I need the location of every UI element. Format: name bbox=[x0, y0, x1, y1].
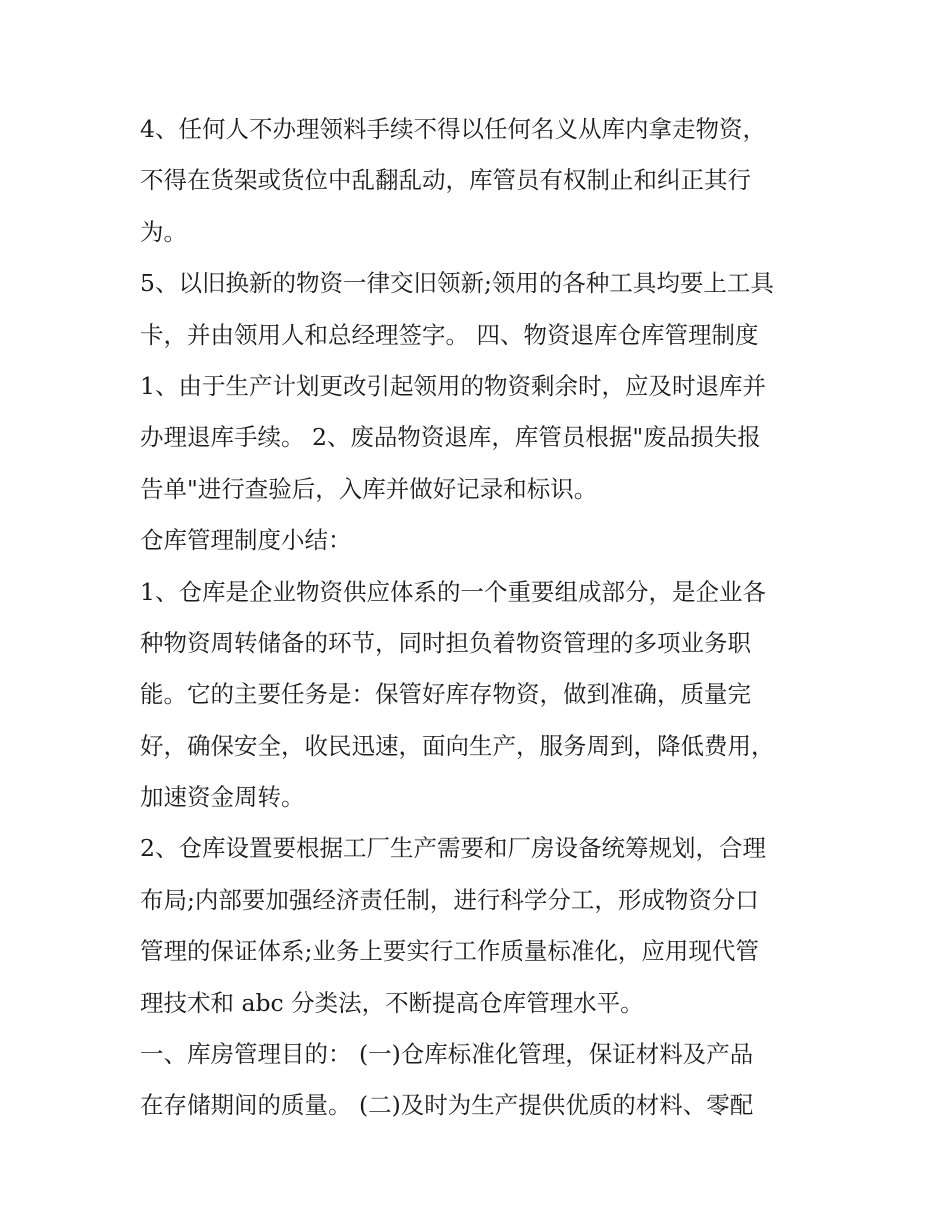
text-line: 1、仓库是企业物资供应体系的一个重要组成部分，是企业各 bbox=[140, 577, 766, 606]
text-line: 卡，并由领用人和总经理签字。 四、物资退库仓库管理制度 bbox=[140, 320, 759, 349]
text-line: 在存储期间的质量。 (二)及时为生产提供优质的材料、零配 bbox=[140, 1091, 754, 1120]
document-body bbox=[140, 104, 820, 1132]
section-heading: 仓库管理制度小结： bbox=[140, 526, 352, 555]
text-line: 加速资金周转。 bbox=[140, 783, 305, 812]
text-line: 好，确保安全，收民迅速，面向生产，服务周到，降低费用， bbox=[140, 731, 775, 760]
text-line: 告单"进行查验后，入库并做好记录和标识。 bbox=[140, 474, 598, 503]
text-line: 2、仓库设置要根据工厂生产需要和厂房设备统筹规划，合理 bbox=[140, 834, 766, 863]
text-line: 4、任何人不办理领料手续不得以任何名义从库内拿走物资， bbox=[140, 115, 766, 143]
text-line: 5、以旧换新的物资一律交旧领新;领用的各种工具均要上工具 bbox=[140, 269, 774, 298]
text-line: 种物资周转储备的环节，同时担负着物资管理的多项业务职 bbox=[140, 628, 751, 657]
text-line: 布局;内部要加强经济责任制，进行科学分工，形成物资分口 bbox=[140, 885, 759, 914]
text-line: 1、由于生产计划更改引起领用的物资剩余时，应及时退库并 bbox=[140, 371, 766, 400]
text-line: 办理退库手续。 2、废品物资退库，库管员根据"废品损失报 bbox=[140, 423, 761, 452]
text-line: 管理的保证体系;业务上要实行工作质量标准化，应用现代管 bbox=[140, 937, 759, 966]
text-line: 为。 bbox=[140, 217, 187, 246]
text-line: 不得在货架或货位中乱翻乱动，库管员有权制止和纠正其行 bbox=[140, 166, 751, 195]
text-line: 一、库房管理目的： (一)仓库标准化管理，保证材料及产品 bbox=[140, 1040, 754, 1069]
text-line: 能。它的主要任务是：保管好库存物资，做到准确，质量完 bbox=[140, 680, 751, 709]
text-line: 理技术和 abc 分类法，不断提高仓库管理水平。 bbox=[140, 988, 644, 1017]
